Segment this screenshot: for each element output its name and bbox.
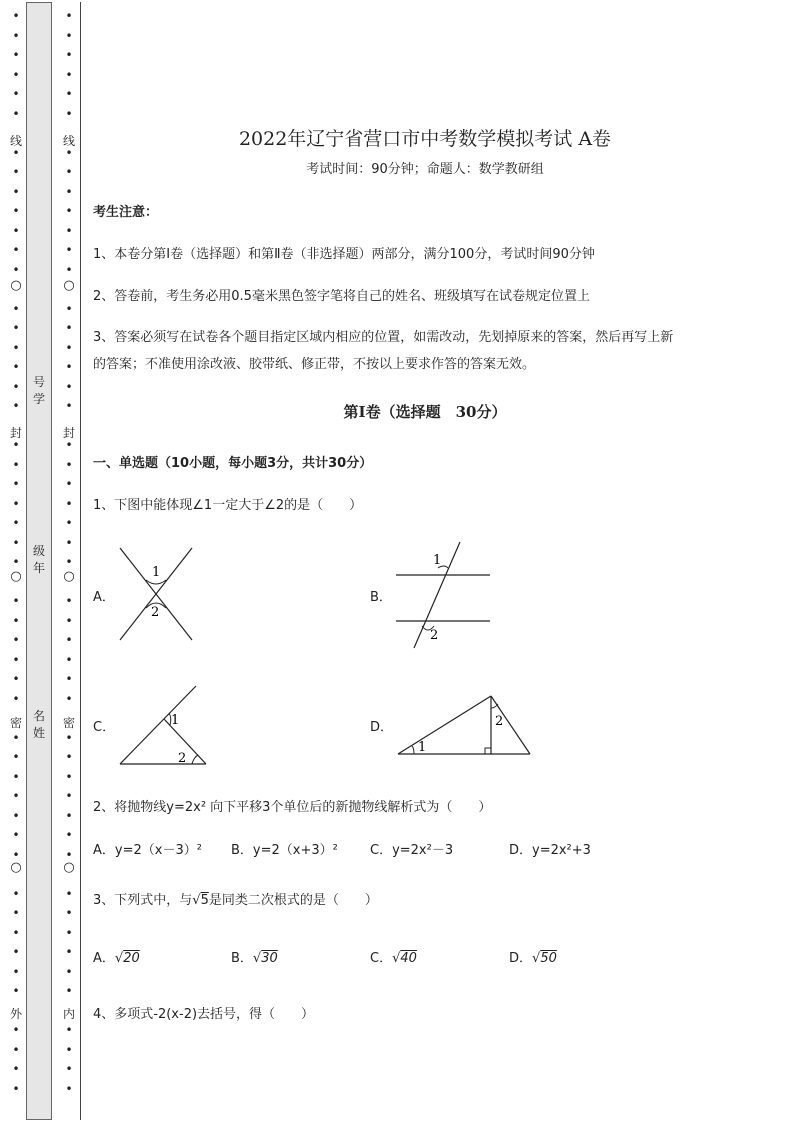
binding-dot: • bbox=[65, 223, 73, 238]
binding-line-label: 线 bbox=[9, 134, 22, 148]
notice-item-3: 3、答案必须写在试卷各个题目指定区域内相应的位置，如需改动，先划掉原来的答案，然后再写上新 bbox=[93, 330, 674, 345]
binding-dot: • bbox=[65, 87, 73, 101]
binding-dot: • bbox=[12, 769, 20, 784]
binding-dot: • bbox=[12, 399, 20, 413]
binding-circle-icon: ○ bbox=[10, 278, 22, 293]
binding-dot: • bbox=[12, 438, 20, 452]
binding-dot: • bbox=[12, 964, 20, 979]
q3-stem-prefix: 3、下列式中，与 bbox=[93, 893, 193, 908]
binding-dot: • bbox=[12, 945, 20, 959]
q3-option-d-radicand: 50 bbox=[540, 951, 557, 966]
binding-dot: • bbox=[65, 886, 73, 901]
binding-dot: • bbox=[12, 301, 20, 316]
binding-dot: • bbox=[65, 750, 73, 764]
binding-dot: • bbox=[12, 789, 20, 803]
binding-dot: • bbox=[12, 340, 20, 355]
binding-dot: • bbox=[12, 1042, 20, 1057]
binding-dot: • bbox=[12, 477, 20, 491]
q1a-angle-2-label: 2 bbox=[151, 605, 160, 620]
binding-dot: • bbox=[65, 964, 73, 979]
binding-dot: • bbox=[12, 1023, 20, 1037]
binding-line-label: 密 bbox=[9, 716, 22, 730]
notice-item-3-cont: 的答案；不准使用涂改液、胶带纸、修正带，不按以上要求作答的答案无效。 bbox=[93, 357, 536, 372]
binding-dot: • bbox=[12, 184, 20, 199]
binding-line-label: 密 bbox=[62, 716, 75, 730]
q1-figure-d bbox=[394, 690, 534, 760]
binding-circle-icon: ○ bbox=[10, 860, 22, 875]
binding-dot: • bbox=[12, 516, 20, 530]
q1-figure-a bbox=[112, 540, 202, 645]
binding-dot: • bbox=[12, 496, 20, 511]
q2-option-a: A．y=2（x－3）² bbox=[93, 843, 202, 858]
binding-dot: • bbox=[65, 730, 73, 745]
sqrt-icon: √ bbox=[532, 951, 541, 966]
binding-dot: • bbox=[65, 984, 73, 998]
binding-dot: • bbox=[65, 438, 73, 452]
q3-stem-suffix: 是同类二次根式的是（ ） bbox=[208, 893, 378, 908]
binding-dot: • bbox=[65, 652, 73, 667]
sqrt-icon: √ bbox=[252, 951, 262, 966]
exam-title: 2022年辽宁省营口市中考数学模拟考试 A卷 bbox=[238, 128, 612, 150]
binding-dot: • bbox=[65, 106, 73, 121]
binding-line-label: 封 bbox=[62, 426, 75, 440]
binding-dot: • bbox=[12, 555, 20, 569]
binding-line-label: 线 bbox=[62, 134, 75, 148]
binding-dot: • bbox=[65, 243, 73, 257]
binding-dot: • bbox=[65, 477, 73, 491]
binding-dot: • bbox=[65, 301, 73, 316]
binding-dot: • bbox=[65, 28, 73, 43]
binding-dot: • bbox=[65, 516, 73, 530]
binding-dot: • bbox=[65, 945, 73, 959]
exam-subtitle: 考试时间：90分钟；命题人：数学教研组 bbox=[306, 162, 544, 177]
binding-dot: • bbox=[65, 555, 73, 569]
binding-dot: • bbox=[12, 48, 20, 62]
q1-option-a-label: A． bbox=[93, 590, 115, 605]
notice-item-2: 2、答卷前，考生务必用0.5毫米黑色签字笔将自己的姓名、班级填写在试卷规定位置上 bbox=[93, 289, 590, 304]
binding-dot: • bbox=[12, 243, 20, 257]
binding-dot: • bbox=[65, 360, 73, 374]
binding-line bbox=[80, 2, 81, 1120]
binding-dot: • bbox=[65, 1042, 73, 1057]
q1-figure-c bbox=[114, 680, 210, 772]
binding-dot: • bbox=[65, 847, 73, 862]
grade-label: 级 年 bbox=[32, 544, 45, 575]
binding-dot: • bbox=[65, 769, 73, 784]
binding-dot: • bbox=[12, 672, 20, 686]
part-heading: 一、单选题（10小题，每小题3分，共计30分） bbox=[93, 456, 373, 471]
name-label: 名 姓 bbox=[32, 709, 45, 740]
binding-dot: • bbox=[12, 67, 20, 82]
binding-circle-icon: ○ bbox=[63, 569, 75, 584]
binding-dot: • bbox=[12, 28, 20, 43]
binding-dot: • bbox=[65, 906, 73, 920]
binding-dot: • bbox=[12, 9, 20, 23]
q3-option-b-radicand: 30 bbox=[261, 951, 278, 966]
q3-option-c bbox=[370, 947, 417, 966]
q3-option-a-radicand: 20 bbox=[123, 951, 140, 966]
binding-dot: • bbox=[12, 379, 20, 394]
binding-dot: • bbox=[65, 535, 73, 550]
binding-dot: • bbox=[12, 828, 20, 842]
q3-option-c-letter: C． bbox=[370, 951, 393, 966]
binding-dot: • bbox=[12, 691, 20, 706]
q3-option-d-letter: D． bbox=[509, 951, 533, 966]
q3-option-b-letter: B． bbox=[231, 951, 253, 966]
binding-dot: • bbox=[12, 165, 20, 179]
binding-dot: • bbox=[65, 691, 73, 706]
q1d-angle-1-label: 1 bbox=[418, 740, 427, 755]
q3-option-a bbox=[93, 947, 140, 966]
binding-dot: • bbox=[12, 360, 20, 374]
binding-dot: • bbox=[12, 535, 20, 550]
binding-dot: • bbox=[65, 340, 73, 355]
binding-dot: • bbox=[65, 457, 73, 472]
q1-option-c-label: C． bbox=[93, 720, 116, 735]
q3-stem-sqrt-icon: √ bbox=[192, 893, 201, 908]
q1-option-b-label: B． bbox=[370, 590, 392, 605]
question-3-stem bbox=[93, 889, 378, 908]
binding-dot: • bbox=[12, 1081, 20, 1096]
binding-circle-icon: ○ bbox=[10, 569, 22, 584]
q1a-angle-1-label: 1 bbox=[152, 565, 161, 580]
binding-dot: • bbox=[12, 886, 20, 901]
sqrt-icon: √ bbox=[392, 951, 401, 966]
notice-heading: 考生注意： bbox=[93, 205, 159, 220]
binding-line-label: 外 bbox=[9, 1007, 22, 1021]
binding-dot: • bbox=[12, 457, 20, 472]
q1c-angle-2-label: 2 bbox=[178, 751, 187, 766]
question-2-stem: 2、将抛物线y=2x² 向下平移3个单位后的新抛物线解析式为（ ） bbox=[93, 800, 492, 815]
q3-option-d bbox=[509, 947, 557, 966]
binding-dot: • bbox=[12, 613, 20, 628]
binding-dot: • bbox=[65, 613, 73, 628]
q1b-angle-2-label: 2 bbox=[430, 628, 439, 643]
binding-dot: • bbox=[12, 223, 20, 238]
binding-dot: • bbox=[12, 262, 20, 277]
binding-dot: • bbox=[12, 633, 20, 647]
q1b-angle-1-label: 1 bbox=[433, 553, 442, 568]
binding-dot: • bbox=[12, 730, 20, 745]
binding-dot: • bbox=[12, 925, 20, 940]
binding-dot: • bbox=[12, 906, 20, 920]
student-id-label: 号 学 bbox=[32, 375, 45, 406]
binding-dot: • bbox=[12, 594, 20, 608]
binding-dot: • bbox=[65, 145, 73, 160]
q3-option-b bbox=[231, 947, 278, 966]
binding-dot: • bbox=[65, 1081, 73, 1096]
binding-dot: • bbox=[12, 1062, 20, 1076]
binding-dot: • bbox=[65, 379, 73, 394]
binding-dot: • bbox=[65, 1062, 73, 1076]
binding-dot: • bbox=[65, 925, 73, 940]
q2-option-b: B．y=2（x+3）² bbox=[231, 843, 338, 858]
q2-option-c: C．y=2x²－3 bbox=[370, 843, 454, 858]
binding-dot: • bbox=[12, 145, 20, 160]
binding-dot: • bbox=[65, 633, 73, 647]
binding-dot: • bbox=[12, 204, 20, 218]
binding-dot: • bbox=[65, 48, 73, 62]
notice-item-1: 1、本卷分第I卷（选择题）和第Ⅱ卷（非选择题）两部分，满分100分，考试时间90分钟 bbox=[93, 247, 595, 262]
q1-figure-b bbox=[392, 538, 496, 652]
binding-dot: • bbox=[65, 67, 73, 82]
binding-dot: • bbox=[12, 106, 20, 121]
binding-dot: • bbox=[65, 828, 73, 842]
question-1-stem: 1、下图中能体现∠1一定大于∠2的是（ ） bbox=[93, 498, 363, 513]
binding-dot: • bbox=[65, 496, 73, 511]
binding-dot: • bbox=[65, 672, 73, 686]
binding-dot: • bbox=[12, 321, 20, 335]
question-4-stem: 4、多项式-2(x-2)去括号，得（ ） bbox=[93, 1007, 315, 1022]
binding-circle-icon: ○ bbox=[63, 860, 75, 875]
binding-dot: • bbox=[12, 87, 20, 101]
binding-dot: • bbox=[65, 262, 73, 277]
binding-dot: • bbox=[65, 808, 73, 823]
q1d-angle-2-label: 2 bbox=[495, 714, 504, 729]
binding-circle-icon: ○ bbox=[63, 278, 75, 293]
binding-line-label: 封 bbox=[9, 426, 22, 440]
binding-dot: • bbox=[12, 808, 20, 823]
binding-dot: • bbox=[12, 652, 20, 667]
sqrt-icon: √ bbox=[114, 951, 124, 966]
binding-dot: • bbox=[12, 750, 20, 764]
binding-line-label: 内 bbox=[62, 1007, 75, 1021]
binding-dot: • bbox=[65, 184, 73, 199]
q2-option-d: D．y=2x²+3 bbox=[509, 843, 591, 858]
binding-dot: • bbox=[65, 789, 73, 803]
binding-dot: • bbox=[65, 165, 73, 179]
binding-dot: • bbox=[65, 9, 73, 23]
q3-stem-radicand: 5 bbox=[200, 893, 209, 908]
binding-dot: • bbox=[12, 984, 20, 998]
section-title: 第I卷（选择题 30分） bbox=[343, 403, 507, 421]
q1c-angle-1-label: 1 bbox=[171, 713, 180, 728]
q1-option-d-label: D． bbox=[370, 720, 394, 735]
binding-dot: • bbox=[65, 1023, 73, 1037]
binding-dot: • bbox=[65, 594, 73, 608]
binding-dot: • bbox=[12, 847, 20, 862]
q3-option-a-letter: A． bbox=[93, 951, 115, 966]
binding-dot: • bbox=[65, 321, 73, 335]
binding-dot: • bbox=[65, 204, 73, 218]
q3-option-c-radicand: 40 bbox=[400, 951, 417, 966]
binding-dot: • bbox=[65, 399, 73, 413]
